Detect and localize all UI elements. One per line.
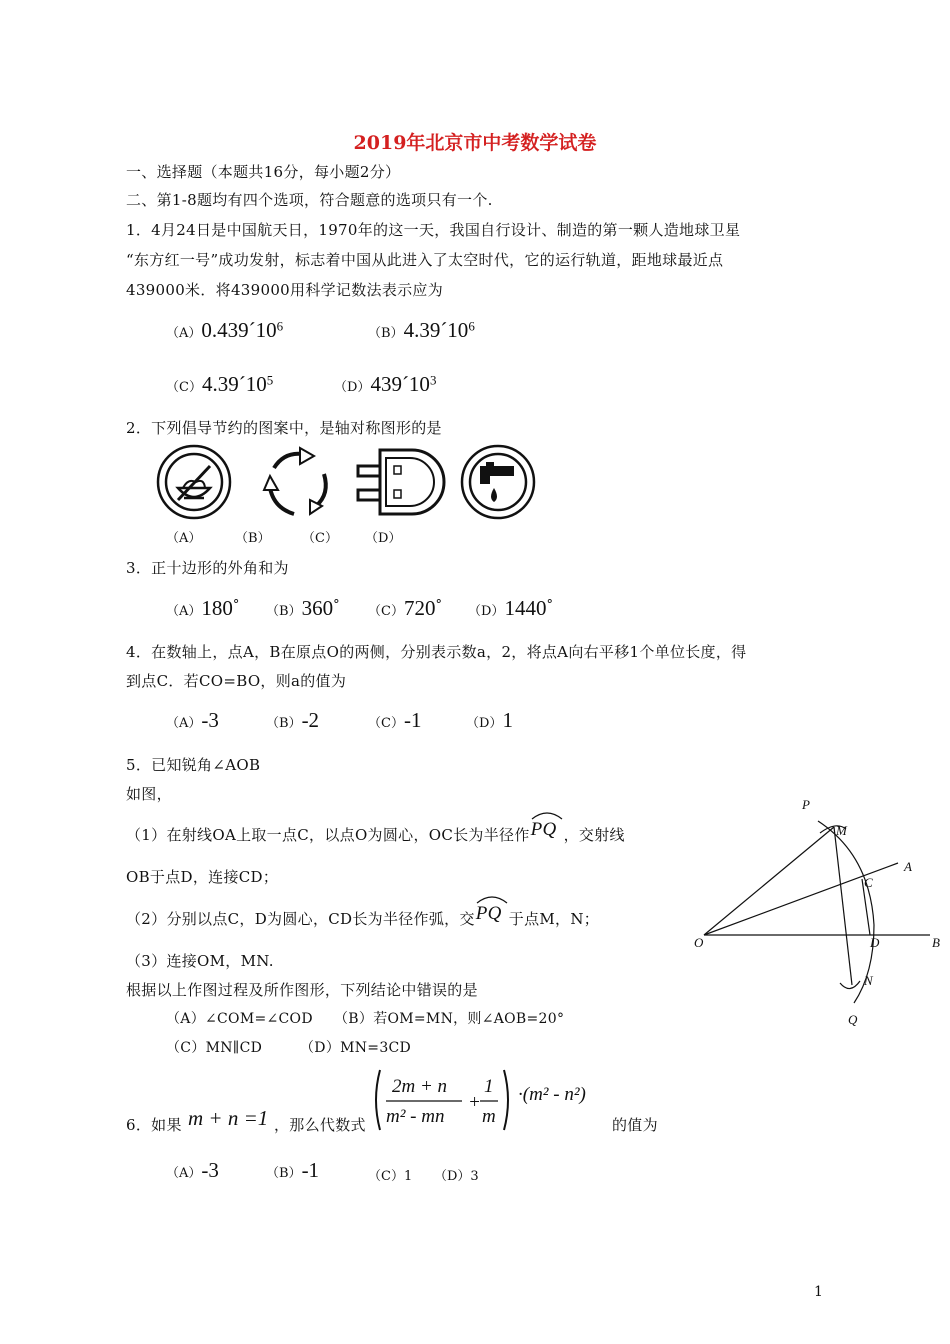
recycle-arrows-icon — [264, 448, 326, 514]
arc-pq-label: PQ — [475, 903, 502, 924]
section-header: 一、选择题（本题共16分，每小题2分） — [126, 163, 401, 181]
segment-om — [704, 827, 834, 935]
q1-option-d — [334, 372, 436, 397]
option-label: （C） — [368, 716, 404, 731]
option-value: 0.439´10 — [201, 318, 277, 342]
q4-option-b — [266, 708, 319, 733]
option-exponent: 3 — [429, 372, 437, 388]
option-value: 1440 — [504, 596, 547, 620]
q6-mid: ，那么代数式 — [274, 1116, 366, 1134]
option-value: 180 — [201, 596, 233, 620]
option-label: （A） — [166, 1166, 202, 1181]
q2-icons — [156, 444, 540, 522]
q3-option-b — [266, 596, 340, 621]
label-o: O — [694, 935, 704, 950]
q3-option-c — [368, 596, 442, 621]
q4-line1: 4．在数轴上，点A，B在原点O的两侧，分别表示数a，2，将点A向右平移1个单位长度，得 — [126, 643, 747, 661]
option-exponent: 6 — [276, 318, 284, 334]
q6-condition: m + n =1 — [188, 1106, 269, 1130]
option-value: 439´10 — [370, 372, 430, 396]
label-d: D — [870, 935, 880, 950]
q6-expression — [370, 1066, 614, 1136]
option-value: -1 — [301, 1158, 320, 1182]
water-faucet-icon — [462, 446, 534, 518]
q5-step1-text: （1）在射线OA上取一点C，以点O为圆心，OC长为半径作 — [126, 826, 530, 844]
label-c: C — [864, 875, 873, 890]
arc-pq-label: PQ — [530, 819, 557, 840]
option-value: -2 — [301, 708, 320, 732]
q5-step2-tail: 于点M，N； — [508, 910, 600, 928]
page-title: 2019年北京市中考数学试卷 — [353, 132, 597, 154]
plus-sign: + — [468, 1092, 481, 1113]
q5-geometry-figure — [690, 795, 946, 1035]
left-paren — [376, 1070, 380, 1130]
option-value: -3 — [201, 708, 219, 732]
fraction-2-numerator: 1 — [484, 1076, 494, 1097]
q6-option-b — [266, 1158, 319, 1183]
q1-line2: “东方红一号”成功发射，标志着中国从此进入了太空时代，它的运行轨道，距地球最近点 — [126, 251, 724, 269]
q2-label-c: （C） — [302, 531, 338, 546]
q3-option-a — [166, 596, 239, 621]
q2-label-a: （A） — [166, 531, 202, 546]
page-number: 1 — [814, 1284, 823, 1300]
q4-option-a — [166, 708, 219, 733]
label-p: P — [802, 797, 810, 812]
q1-option-c — [166, 372, 273, 397]
degree-sign: ° — [546, 597, 553, 613]
q5-step1 — [126, 819, 625, 845]
option-label: （D） — [468, 604, 505, 619]
q6-option-a — [166, 1158, 219, 1183]
option-label: （B） — [266, 716, 302, 731]
q5-step1c: OB于点D，连接CD； — [126, 868, 279, 886]
q4-line2: 到点C．若CO=BO，则a的值为 — [126, 672, 347, 690]
option-value: 360 — [301, 596, 334, 620]
option-value: 4.39´10 — [403, 318, 469, 342]
degree-sign: ° — [435, 597, 442, 613]
q2-text: 2．下列倡导节约的图案中，是轴对称图形的是 — [126, 419, 442, 437]
q5-step2 — [126, 903, 600, 929]
q5-line1: 5．已知锐角∠AOB — [126, 756, 261, 774]
q6-suffix: 的值为 — [612, 1116, 658, 1134]
q4-option-d — [466, 708, 513, 733]
fraction-1-denominator: m² - mn — [386, 1106, 445, 1127]
right-paren — [504, 1070, 508, 1130]
q5-conclusion: 根据以上作图过程及所作图形，下列结论中错误的是 — [126, 981, 478, 999]
q2-label-d: （D） — [365, 531, 402, 546]
option-label: （B） — [266, 1166, 302, 1181]
q5-option-d: （D）MN=3CD — [300, 1040, 412, 1056]
option-label: （C） — [368, 604, 404, 619]
q2-label-b: （B） — [235, 531, 271, 546]
q5-line2: 如图， — [126, 785, 172, 803]
option-label: （A） — [166, 326, 202, 341]
option-label: （D） — [334, 380, 371, 395]
q5-option-c: （C）MN∥CD — [166, 1040, 263, 1056]
option-value: 720 — [403, 596, 436, 620]
multiplier-term: ·(m² - n²) — [518, 1084, 586, 1105]
q5-option-a: （A）∠COM=∠COD — [166, 1011, 313, 1027]
option-exponent: 5 — [266, 372, 274, 388]
option-value: -3 — [201, 1158, 219, 1182]
arc-n-mark — [840, 981, 860, 989]
option-label: （B） — [368, 326, 404, 341]
power-plug-icon — [358, 450, 444, 514]
arc-pq — [475, 903, 509, 926]
option-label: （B） — [266, 604, 302, 619]
degree-sign: ° — [333, 597, 340, 613]
degree-sign: ° — [232, 597, 240, 613]
q1-line1: 1．4月24日是中国航天日，1970年的这一天，我国自行设计、制造的第一颗人造地球卫星 — [126, 221, 741, 239]
q5-step3: （3）连接OM，MN. — [126, 952, 274, 970]
option-value: 1 — [502, 708, 513, 732]
q6-option-c: （C）1 — [368, 1169, 413, 1184]
q1-line3: 439000米．将439000用科学记数法表示应为 — [126, 281, 444, 299]
food-bowl-icon — [158, 446, 230, 518]
q5-option-b: （B）若OM=MN，则∠AOB=20° — [334, 1011, 565, 1027]
option-label: （D） — [466, 716, 503, 731]
label-a: A — [904, 859, 912, 874]
option-value: -1 — [403, 708, 422, 732]
label-n: N — [864, 973, 873, 988]
q4-option-c — [368, 708, 421, 733]
q6-option-d: （D）3 — [434, 1169, 479, 1184]
option-label: （C） — [166, 380, 202, 395]
label-q: Q — [848, 1012, 858, 1027]
q3-option-d — [468, 596, 553, 621]
option-exponent: 6 — [468, 318, 475, 334]
q1-option-a — [166, 318, 283, 343]
label-m: M — [836, 823, 847, 838]
option-value: 4.39´10 — [201, 372, 267, 396]
section-instruction: 二、第1-8题均有四个选项，符合题意的选项只有一个. — [126, 191, 493, 209]
q5-step1-tail: ，交射线 — [563, 826, 625, 844]
fraction-2-denominator: m — [482, 1106, 496, 1127]
option-label: （A） — [166, 716, 202, 731]
arc-pq — [530, 819, 564, 842]
q6-prefix: 6．如果 — [126, 1116, 182, 1134]
fraction-1-numerator: 2m + n — [392, 1076, 448, 1097]
q1-option-b — [368, 318, 475, 343]
option-label: （A） — [166, 604, 202, 619]
label-b: B — [932, 935, 940, 950]
q3-text: 3．正十边形的外角和为 — [126, 559, 289, 577]
q5-step2-text: （2）分别以点C，D为圆心，CD长为半径作弧，交 — [126, 910, 475, 928]
